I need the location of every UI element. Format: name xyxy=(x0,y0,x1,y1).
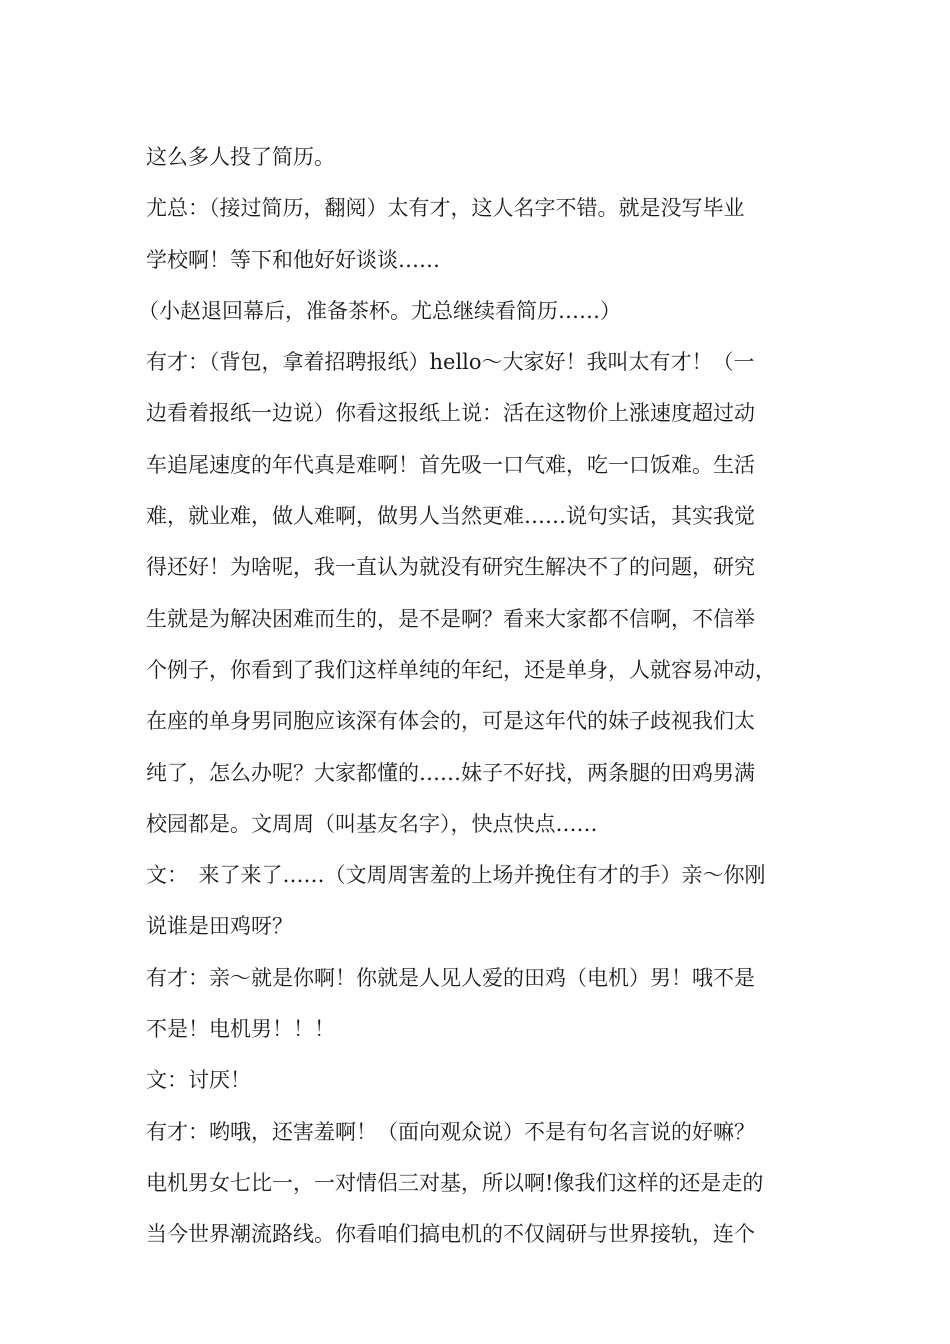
text-line: 难，就业难，做人难啊，做男人当然更难……说句实话，其实我觉 xyxy=(146,504,755,529)
text-line: 车追尾速度的年代真是难啊！首先吸一口气难，吃一口饭难。生活 xyxy=(146,452,755,477)
text-line: 在座的单身男同胞应该深有体会的，可是这年代的妹子歧视我们太 xyxy=(146,709,755,734)
text-line: 这么多人投了简历。 xyxy=(146,145,335,169)
text-line: 得还好！为啥呢，我一直认为就没有研究生解决不了的问题，研究 xyxy=(146,555,755,580)
text-line: 有才：（背包，拿着招聘报纸）hello～大家好！我叫太有才！（一 xyxy=(146,350,755,375)
text-line: 文： 来了来了……（文周周害羞的上场并挽住有才的手）亲～你刚 xyxy=(146,863,766,888)
text-line: 生就是为解决困难而生的，是不是啊？看来大家都不信啊，不信举 xyxy=(146,606,755,631)
script-text-block xyxy=(138,132,811,1261)
text-line: 有才：哟哦，还害羞啊！（面向观众说）不是有句名言说的好嘛？ xyxy=(146,1119,755,1144)
text-line: 校园都是。文周周（叫基友名字），快点快点…… xyxy=(146,811,598,836)
text-line: 说谁是田鸡呀？ xyxy=(146,914,293,939)
text-line: 当今世界潮流路线。你看咱们搞电机的不仅阔研与世界接轨，连个 xyxy=(146,1222,755,1247)
text-line: 个例子，你看到了我们这样单纯的年纪，还是单身，人就容易冲动， xyxy=(146,657,776,682)
text-line: 尤总：（接过简历，翻阅）太有才，这人名字不错。就是没写毕业 xyxy=(146,196,745,221)
text-line: 纯了，怎么办呢？大家都懂的……妹子不好找，两条腿的田鸡男满 xyxy=(146,760,755,785)
text-line: 不是！电机男！！！ xyxy=(146,1017,335,1042)
text-line: 文：讨厌！ xyxy=(146,1068,251,1093)
text-line: 电机男女七比一，一对情侣三对基，所以啊!像我们这样的还是走的 xyxy=(146,1170,764,1195)
text-line: 边看着报纸一边说）你看这报纸上说：活在这物价上涨速度超过动 xyxy=(146,401,755,426)
text-line: 学校啊！等下和他好好谈谈…… xyxy=(146,247,440,272)
text-line: 有才：亲～就是你啊！你就是人见人爱的田鸡（电机）男！哦不是 xyxy=(146,965,755,990)
stage-direction-line: （小赵退回幕后，准备茶杯。尤总继续看简历……） xyxy=(138,298,621,323)
